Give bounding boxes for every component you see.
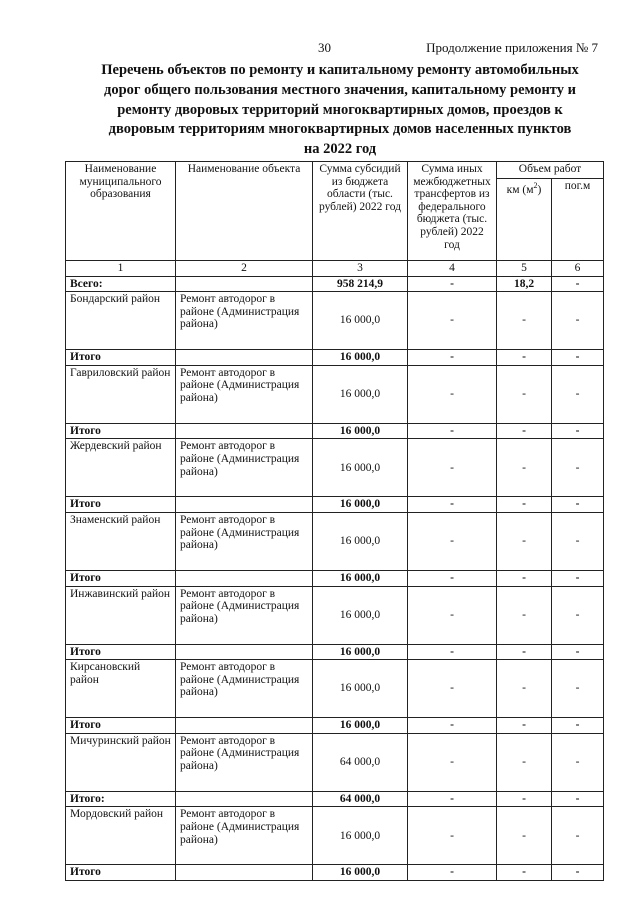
header-municipality: Наименование муниципального образования xyxy=(66,162,176,261)
subtotal-label: Итого: xyxy=(66,791,176,807)
pogm-value: - xyxy=(552,365,604,423)
subtotal-subsidy: 16 000,0 xyxy=(313,644,408,660)
transfers-value: - xyxy=(408,512,497,570)
subtotal-row xyxy=(66,644,604,660)
pogm-value: - xyxy=(552,586,604,644)
subtotal-row xyxy=(66,497,604,513)
municipality-name: Кирсановский район xyxy=(66,660,176,718)
subtotal-pogm: - xyxy=(552,497,604,513)
col-number: 6 xyxy=(552,261,604,277)
document-title xyxy=(70,61,610,160)
header-km xyxy=(497,179,552,261)
subtotal-subsidy: 16 000,0 xyxy=(313,570,408,586)
subtotal-pogm: - xyxy=(552,791,604,807)
km-value: - xyxy=(497,439,552,497)
municipality-name: Жердевский район xyxy=(66,439,176,497)
object-name: Ремонт автодорог в районе (Администрация района) xyxy=(176,660,313,718)
subtotal-transfers: - xyxy=(408,423,497,439)
subtotal-transfers: - xyxy=(408,497,497,513)
subtotal-km: - xyxy=(497,644,552,660)
col-number: 3 xyxy=(313,261,408,277)
subtotal-pogm: - xyxy=(552,423,604,439)
subtotal-label: Итого xyxy=(66,350,176,366)
header-pogm: пог.м xyxy=(552,179,604,261)
subtotal-object xyxy=(176,570,313,586)
subtotal-pogm: - xyxy=(552,865,604,881)
title-line: ремонту дворовых территорий многоквартирных домов, проездов к xyxy=(117,101,563,118)
col-number: 2 xyxy=(176,261,313,277)
subtotal-km: - xyxy=(497,791,552,807)
subtotal-transfers: - xyxy=(408,644,497,660)
subtotal-km: - xyxy=(497,865,552,881)
objects-table xyxy=(65,161,604,881)
header-km-close: ) xyxy=(537,183,542,196)
col-number: 1 xyxy=(66,261,176,277)
object-name: Ремонт автодорог в районе (Администрация района) xyxy=(176,365,313,423)
pogm-value: - xyxy=(552,439,604,497)
subtotal-subsidy: 16 000,0 xyxy=(313,718,408,734)
subsidy-value: 16 000,0 xyxy=(313,365,408,423)
subtotal-label: Итого xyxy=(66,865,176,881)
subsidy-value: 16 000,0 xyxy=(313,292,408,350)
transfers-value: - xyxy=(408,733,497,791)
subtotal-km: - xyxy=(497,423,552,439)
subtotal-transfers: - xyxy=(408,791,497,807)
transfers-value: - xyxy=(408,439,497,497)
municipality-name: Мордовский район xyxy=(66,807,176,865)
subtotal-label: Итого xyxy=(66,718,176,734)
transfers-value: - xyxy=(408,292,497,350)
page-number: 30 xyxy=(318,40,331,55)
municipality-name: Знаменский район xyxy=(66,512,176,570)
object-name: Ремонт автодорог в районе (Администрация района) xyxy=(176,733,313,791)
subtotal-object xyxy=(176,423,313,439)
header-transfers: Сумма иных межбюджетных трансфертов из федерального бюджета (тыс. рублей) 2022 год xyxy=(408,162,497,261)
subtotal-subsidy: 16 000,0 xyxy=(313,423,408,439)
subtotal-object xyxy=(176,718,313,734)
object-name: Ремонт автодорог в районе (Администрация района) xyxy=(176,292,313,350)
table-header-row xyxy=(66,162,604,179)
header-object: Наименование объекта xyxy=(176,162,313,261)
subtotal-km: - xyxy=(497,350,552,366)
municipality-name: Мичуринский район xyxy=(66,733,176,791)
header-km-text: км (м xyxy=(506,183,534,196)
table-row xyxy=(66,660,604,718)
municipality-name: Бондарский район xyxy=(66,292,176,350)
subtotal-km: - xyxy=(497,570,552,586)
subsidy-value: 64 000,0 xyxy=(313,733,408,791)
table-row xyxy=(66,807,604,865)
pogm-value: - xyxy=(552,733,604,791)
km-value: - xyxy=(497,512,552,570)
km-value: - xyxy=(497,660,552,718)
object-name: Ремонт автодорог в районе (Администрация района) xyxy=(176,586,313,644)
title-line: на 2022 год xyxy=(303,141,377,158)
transfers-value: - xyxy=(408,586,497,644)
km-value: - xyxy=(497,807,552,865)
pogm-value: - xyxy=(552,292,604,350)
subtotal-subsidy: 16 000,0 xyxy=(313,865,408,881)
subsidy-value: 16 000,0 xyxy=(313,807,408,865)
subtotal-object xyxy=(176,497,313,513)
km-value: - xyxy=(497,292,552,350)
subtotal-subsidy: 16 000,0 xyxy=(313,497,408,513)
table-row xyxy=(66,586,604,644)
km-value: - xyxy=(497,586,552,644)
grand-total-row xyxy=(66,276,604,292)
col-number: 4 xyxy=(408,261,497,277)
subtotal-subsidy: 64 000,0 xyxy=(313,791,408,807)
subtotal-object xyxy=(176,791,313,807)
subtotal-label: Итого xyxy=(66,570,176,586)
table-row xyxy=(66,365,604,423)
subtotal-km: - xyxy=(497,718,552,734)
grand-total-pogm: - xyxy=(552,276,604,292)
grand-total-label: Всего: xyxy=(66,276,176,292)
title-line: дворовым территориям многоквартирных домов населенных пунктов xyxy=(108,121,572,138)
km-value: - xyxy=(497,365,552,423)
col-number: 5 xyxy=(497,261,552,277)
header-subsidy: Сумма субсидий из бюджета области (тыс. рублей) 2022 год xyxy=(313,162,408,261)
municipality-name: Гавриловский район xyxy=(66,365,176,423)
subtotal-row xyxy=(66,791,604,807)
grand-total-subsidy: 958 214,9 xyxy=(313,276,408,292)
subtotal-transfers: - xyxy=(408,865,497,881)
header-km-sup: 2 xyxy=(533,181,538,190)
subtotal-km: - xyxy=(497,497,552,513)
subtotal-label: Итого xyxy=(66,644,176,660)
header-volume: Объем работ xyxy=(497,162,604,179)
table-row xyxy=(66,512,604,570)
subtotal-label: Итого xyxy=(66,423,176,439)
object-name: Ремонт автодорог в районе (Администрация района) xyxy=(176,512,313,570)
subtotal-object xyxy=(176,644,313,660)
subtotal-row xyxy=(66,570,604,586)
subtotal-row xyxy=(66,423,604,439)
pogm-value: - xyxy=(552,660,604,718)
municipality-name: Инжавинский район xyxy=(66,586,176,644)
table-row xyxy=(66,292,604,350)
km-value: - xyxy=(497,733,552,791)
subtotal-pogm: - xyxy=(552,718,604,734)
subtotal-object xyxy=(176,350,313,366)
grand-total-transfers: - xyxy=(408,276,497,292)
grand-total-km: 18,2 xyxy=(497,276,552,292)
subtotal-row xyxy=(66,718,604,734)
transfers-value: - xyxy=(408,660,497,718)
subtotal-pogm: - xyxy=(552,350,604,366)
table-row xyxy=(66,439,604,497)
transfers-value: - xyxy=(408,807,497,865)
column-numbers-row xyxy=(66,261,604,277)
object-name: Ремонт автодорог в районе (Администрация района) xyxy=(176,807,313,865)
grand-total-object xyxy=(176,276,313,292)
subtotal-label: Итого xyxy=(66,497,176,513)
title-line: дорог общего пользования местного значения, капитальному ремонту и xyxy=(104,81,576,98)
subsidy-value: 16 000,0 xyxy=(313,512,408,570)
subtotal-pogm: - xyxy=(552,570,604,586)
subtotal-transfers: - xyxy=(408,570,497,586)
pogm-value: - xyxy=(552,807,604,865)
subsidy-value: 16 000,0 xyxy=(313,439,408,497)
subtotal-pogm: - xyxy=(552,644,604,660)
subtotal-transfers: - xyxy=(408,350,497,366)
subtotal-subsidy: 16 000,0 xyxy=(313,350,408,366)
subtotal-row xyxy=(66,350,604,366)
table-row xyxy=(66,733,604,791)
subsidy-value: 16 000,0 xyxy=(313,660,408,718)
transfers-value: - xyxy=(408,365,497,423)
pogm-value: - xyxy=(552,512,604,570)
title-line: Перечень объектов по ремонту и капитальному ремонту автомобильных xyxy=(101,62,579,78)
appendix-label: Продолжение приложения № 7 xyxy=(426,40,598,55)
subtotal-object xyxy=(176,865,313,881)
object-name: Ремонт автодорог в районе (Администрация района) xyxy=(176,439,313,497)
subtotal-transfers: - xyxy=(408,718,497,734)
subsidy-value: 16 000,0 xyxy=(313,586,408,644)
subtotal-row xyxy=(66,865,604,881)
